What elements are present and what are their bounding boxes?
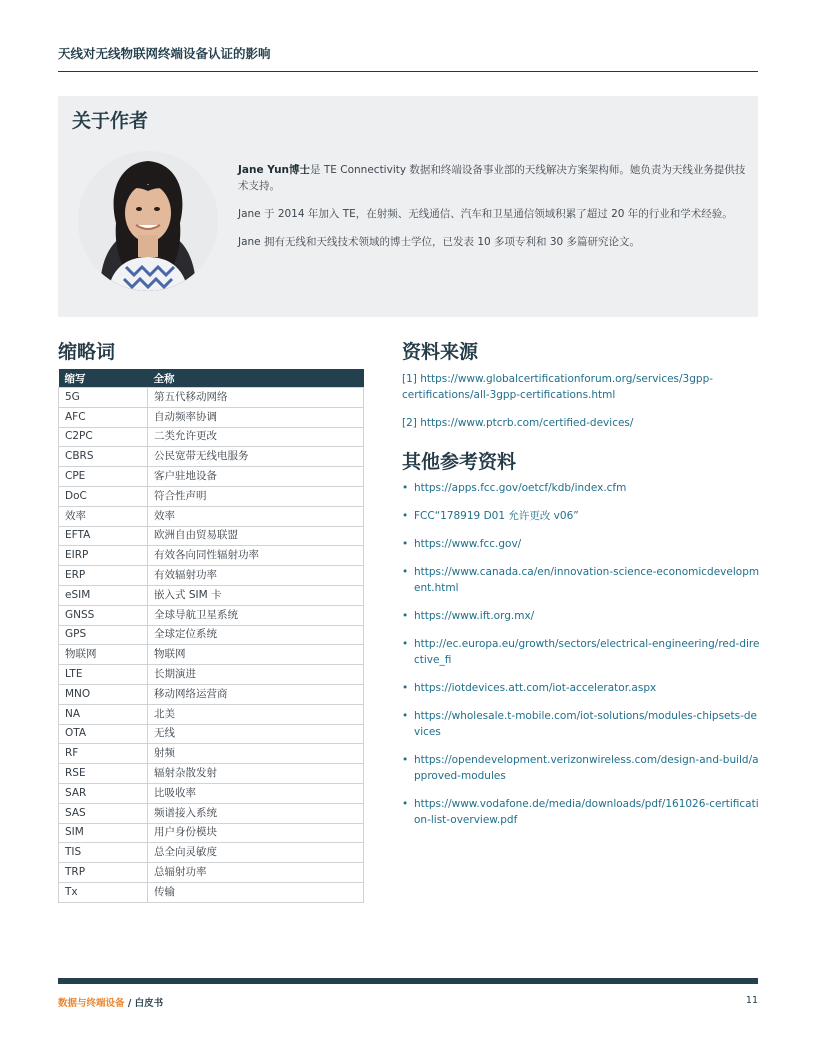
reference-link[interactable] <box>402 752 762 784</box>
abbreviation-cell: CBRS <box>59 447 148 467</box>
abbreviation-cell: SAR <box>59 783 148 803</box>
source-link-2[interactable]: [2] https://www.ptcrb.com/certified-devices/ <box>402 417 634 429</box>
page-number: 11 <box>745 995 758 1006</box>
table-row <box>59 744 364 764</box>
full-name-cell: 公民宽带无线电服务 <box>148 447 364 467</box>
abbreviations-title: 缩略词 <box>58 341 116 363</box>
footer-brand: 数据与终端设备 <box>58 998 125 1009</box>
table-row <box>59 882 364 902</box>
table-row <box>59 704 364 724</box>
footer-label <box>58 995 163 1009</box>
table-row <box>59 566 364 586</box>
table-row <box>59 467 364 487</box>
table-row <box>59 388 364 408</box>
full-name-cell: 嵌入式 SIM 卡 <box>148 585 364 605</box>
abbreviation-cell: DoC <box>59 486 148 506</box>
table-row <box>59 447 364 467</box>
abbreviation-cell: SAS <box>59 803 148 823</box>
reference-link-text: https://www.vodafone.de/media/downloads/pdf/161026-certification-list-overview.pdf <box>414 798 759 826</box>
full-name-cell: 总全向灵敏度 <box>148 843 364 863</box>
header-divider <box>58 71 758 72</box>
table-row <box>59 645 364 665</box>
source-link-1[interactable]: [1] https://www.globalcertificationforum.org/services/3gpp-certifications/all-3gpp-certifications.html <box>402 373 714 401</box>
page-header-title: 天线对无线物联网终端设备认证的影响 <box>58 46 271 61</box>
reference-link[interactable] <box>402 680 762 696</box>
reference-link-text: https://www.fcc.gov/ <box>414 538 522 550</box>
bullet-icon: • <box>402 710 409 722</box>
bullet-icon: • <box>402 754 409 766</box>
bullet-icon: • <box>402 482 409 494</box>
abbreviations-table-body <box>59 388 364 903</box>
author-photo <box>78 151 218 291</box>
table-row <box>59 724 364 744</box>
full-name-cell: 移动网络运营商 <box>148 684 364 704</box>
full-name-cell: 传输 <box>148 882 364 902</box>
full-name-cell: 射频 <box>148 744 364 764</box>
abbreviation-cell: TRP <box>59 863 148 883</box>
author-name: Jane Yun博士 <box>238 164 311 176</box>
reference-link-text: https://iotdevices.att.com/iot-accelerator.aspx <box>414 682 657 694</box>
full-name-cell: 效率 <box>148 506 364 526</box>
bullet-icon: • <box>402 566 409 578</box>
abbreviation-cell: 物联网 <box>59 645 148 665</box>
bio-paragraph-2: Jane 于 2014 年加入 TE，在射频、无线通信、汽车和卫星通信领域积累了超过 20 年的行业和学术经验。 <box>238 208 733 220</box>
abbreviation-cell: AFC <box>59 407 148 427</box>
table-row <box>59 863 364 883</box>
full-name-cell: 第五代移动网络 <box>148 388 364 408</box>
abbreviation-cell: ERP <box>59 566 148 586</box>
table-row <box>59 486 364 506</box>
abbreviation-cell: GPS <box>59 625 148 645</box>
abbreviation-cell: C2PC <box>59 427 148 447</box>
reference-link[interactable] <box>402 508 762 524</box>
bio-paragraph-3: Jane 拥有无线和天线技术领域的博士学位，已发表 10 多项专利和 30 多篇研究论文。 <box>238 236 641 248</box>
author-bio <box>238 162 748 262</box>
full-name-cell: 频谱接入系统 <box>148 803 364 823</box>
bullet-icon: • <box>402 682 409 694</box>
bullet-icon: • <box>402 510 409 522</box>
full-name-cell: 全球导航卫星系统 <box>148 605 364 625</box>
reference-link[interactable] <box>402 536 762 552</box>
table-row <box>59 823 364 843</box>
abbreviation-cell: SIM <box>59 823 148 843</box>
full-name-cell: 二类允许更改 <box>148 427 364 447</box>
footer-doc-type: 白皮书 <box>134 998 164 1009</box>
full-name-cell: 无线 <box>148 724 364 744</box>
reference-link-text: https://wholesale.t-mobile.com/iot-solutions/modules-chipsets-devices <box>414 710 758 738</box>
abbreviations-table <box>58 369 364 903</box>
reference-link-text: https://apps.fcc.gov/oetcf/kdb/index.cfm <box>414 482 627 494</box>
reference-link[interactable] <box>402 564 762 596</box>
full-name-cell: 自动频率协调 <box>148 407 364 427</box>
bullet-icon: • <box>402 610 409 622</box>
reference-link[interactable] <box>402 636 762 668</box>
sources-title: 资料来源 <box>402 341 479 363</box>
table-row <box>59 506 364 526</box>
footer-separator: / <box>124 998 135 1009</box>
abbreviation-cell: 效率 <box>59 506 148 526</box>
full-name-cell: 物联网 <box>148 645 364 665</box>
column-header-full-name: 全称 <box>148 369 364 388</box>
reference-link-text: https://www.ift.org.mx/ <box>414 610 535 622</box>
full-name-cell: 有效辐射功率 <box>148 566 364 586</box>
abbreviation-cell: EIRP <box>59 546 148 566</box>
abbreviation-cell: EFTA <box>59 526 148 546</box>
table-row <box>59 843 364 863</box>
reference-link[interactable] <box>402 608 762 624</box>
abbreviation-cell: MNO <box>59 684 148 704</box>
abbreviation-cell: TIS <box>59 843 148 863</box>
abbreviation-cell: CPE <box>59 467 148 487</box>
author-section <box>58 96 758 317</box>
table-row <box>59 605 364 625</box>
full-name-cell: 比吸收率 <box>148 783 364 803</box>
table-row <box>59 803 364 823</box>
full-name-cell: 总辐射功率 <box>148 863 364 883</box>
reference-link[interactable] <box>402 480 762 496</box>
reference-link-text: https://opendevelopment.verizonwireless.com/design-and-build/approved-modules <box>414 754 759 782</box>
table-row <box>59 546 364 566</box>
table-row <box>59 585 364 605</box>
table-row <box>59 526 364 546</box>
bio-paragraph-1 <box>238 162 748 194</box>
full-name-cell: 北美 <box>148 704 364 724</box>
table-row <box>59 625 364 645</box>
abbreviation-cell: LTE <box>59 665 148 685</box>
bullet-icon: • <box>402 538 409 550</box>
full-name-cell: 客户驻地设备 <box>148 467 364 487</box>
table-row <box>59 427 364 447</box>
full-name-cell: 有效各向同性辐射功率 <box>148 546 364 566</box>
table-row <box>59 684 364 704</box>
abbreviation-cell: OTA <box>59 724 148 744</box>
reference-link[interactable] <box>402 796 762 828</box>
full-name-cell: 长期演进 <box>148 665 364 685</box>
full-name-cell: 欧洲自由贸易联盟 <box>148 526 364 546</box>
abbreviation-cell: GNSS <box>59 605 148 625</box>
abbreviation-cell: NA <box>59 704 148 724</box>
column-header-abbreviation: 缩写 <box>59 369 148 388</box>
references-title: 其他参考资料 <box>402 451 517 473</box>
abbreviation-cell: 5G <box>59 388 148 408</box>
bio-paragraph-1-text: 是 TE Connectivity 数据和终端设备事业部的天线解决方案架构师。她负责为天线业务提供技术支持。 <box>238 164 746 192</box>
table-header-row <box>59 369 364 388</box>
bullet-icon: • <box>402 798 409 810</box>
full-name-cell: 用户身份模块 <box>148 823 364 843</box>
author-section-title: 关于作者 <box>72 110 149 132</box>
abbreviation-cell: RSE <box>59 764 148 784</box>
footer-divider <box>58 978 758 984</box>
table-row <box>59 407 364 427</box>
full-name-cell: 符合性声明 <box>148 486 364 506</box>
reference-link[interactable] <box>402 708 762 740</box>
table-row <box>59 665 364 685</box>
reference-link-text: https://www.canada.ca/en/innovation-science-economicdevelopment.html <box>414 566 760 594</box>
table-row <box>59 783 364 803</box>
full-name-cell: 全球定位系统 <box>148 625 364 645</box>
full-name-cell: 辐射杂散发射 <box>148 764 364 784</box>
reference-link-text: FCC“178919 D01 允许更改 v06” <box>414 510 579 522</box>
author-portrait-image <box>78 151 218 291</box>
table-row <box>59 764 364 784</box>
reference-link-text: http://ec.europa.eu/growth/sectors/electrical-engineering/red-directive_fi <box>414 638 760 666</box>
abbreviation-cell: eSIM <box>59 585 148 605</box>
bullet-icon: • <box>402 638 409 650</box>
references-list <box>402 480 762 840</box>
abbreviation-cell: RF <box>59 744 148 764</box>
abbreviation-cell: Tx <box>59 882 148 902</box>
